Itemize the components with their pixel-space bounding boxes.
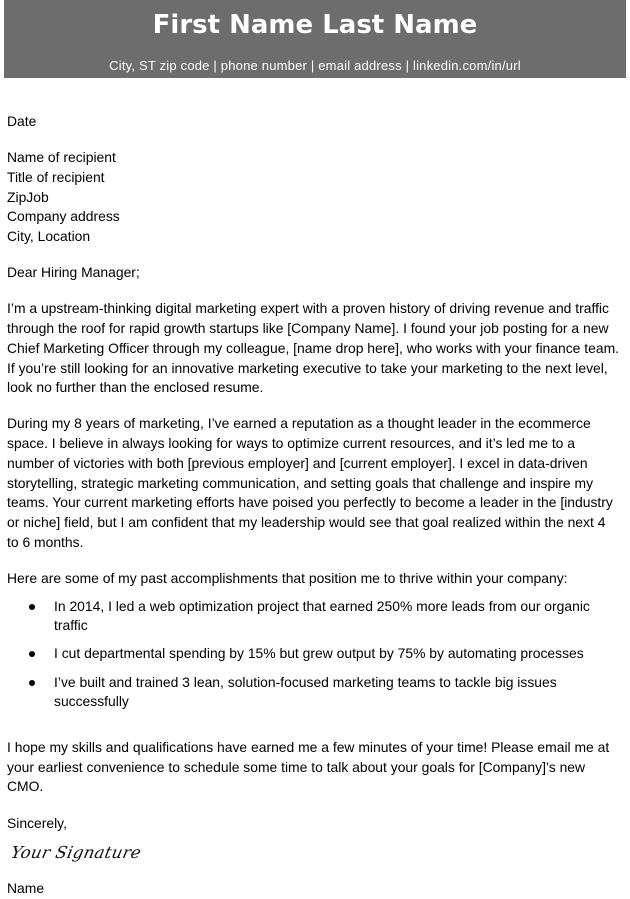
paragraph-intro: I’m a upstream-thinking digital marketing expert with a proven history of driving revenue and traffic through the roof for rapid growth startups like [Company Name]. I found your job posting for a new Chief Marketing Officer through my colleague, [name drop here], who works with your finance team. If you’re still looking for an innovative marketing executive to take your marketing to the next level, look no further than the enclosed resume. xyxy=(7,300,619,396)
recipient-name: Name of recipient xyxy=(7,149,116,166)
bullet-icon xyxy=(29,680,35,686)
paragraph-experience: During my 8 years of marketing, I’ve earned a reputation as a thought leader in the ecommerce space. I believe in always looking for ways to optimize current resources, and it’s led me to a number of victories with both [previous employer] and [current employer]. I excel in data-driven storytelling, strategic marketing communication, and setting goals that challenge and inspire my teams. Your current marketing efforts have poised you perfectly to become a leader in the [industry or niche] field, but I am confident that my leadership would see that goal realized within the next 4 to 6 months. xyxy=(7,415,613,550)
letter-header xyxy=(4,0,626,78)
recipient-title: Title of recipient xyxy=(7,168,105,185)
list-item: I’ve built and trained 3 lean, solution-focused marketing teams to tackle big issues successfully xyxy=(7,673,619,712)
list-item: In 2014, I led a web optimization project that earned 250% more leads from our organic traffic xyxy=(7,597,619,636)
signature: Your Signature xyxy=(9,843,144,863)
paragraph-closing: I hope my skills and qualifications have earned me a few minutes of your time! Please email me at your earliest convenience to schedule some time to talk about your goals for [Company]’s new CMO. xyxy=(7,739,610,795)
recipient-block xyxy=(7,148,619,247)
paragraph-accomplishments-lead: Here are some of my past accomplishments that position me to thrive within your company: xyxy=(7,569,568,586)
accomplishments-list xyxy=(7,597,619,713)
date: Date xyxy=(7,113,37,129)
greeting: Dear Hiring Manager; xyxy=(7,264,140,281)
recipient-company: ZipJob xyxy=(7,188,49,205)
sign-off: Sincerely, xyxy=(7,814,67,831)
recipient-city: City, Location xyxy=(7,228,91,245)
letter-body xyxy=(7,112,619,899)
signer-name: Name xyxy=(7,880,45,897)
bullet-icon xyxy=(29,651,35,657)
applicant-name: First Name Last Name xyxy=(152,10,478,40)
list-item: I cut departmental spending by 15% but grew output by 75% by automating processes xyxy=(7,644,619,664)
contact-line: City, ST zip code | phone number | email address | linkedin.com/in/url xyxy=(109,58,521,73)
recipient-address: Company address xyxy=(7,208,120,225)
bullet-icon xyxy=(29,604,35,610)
